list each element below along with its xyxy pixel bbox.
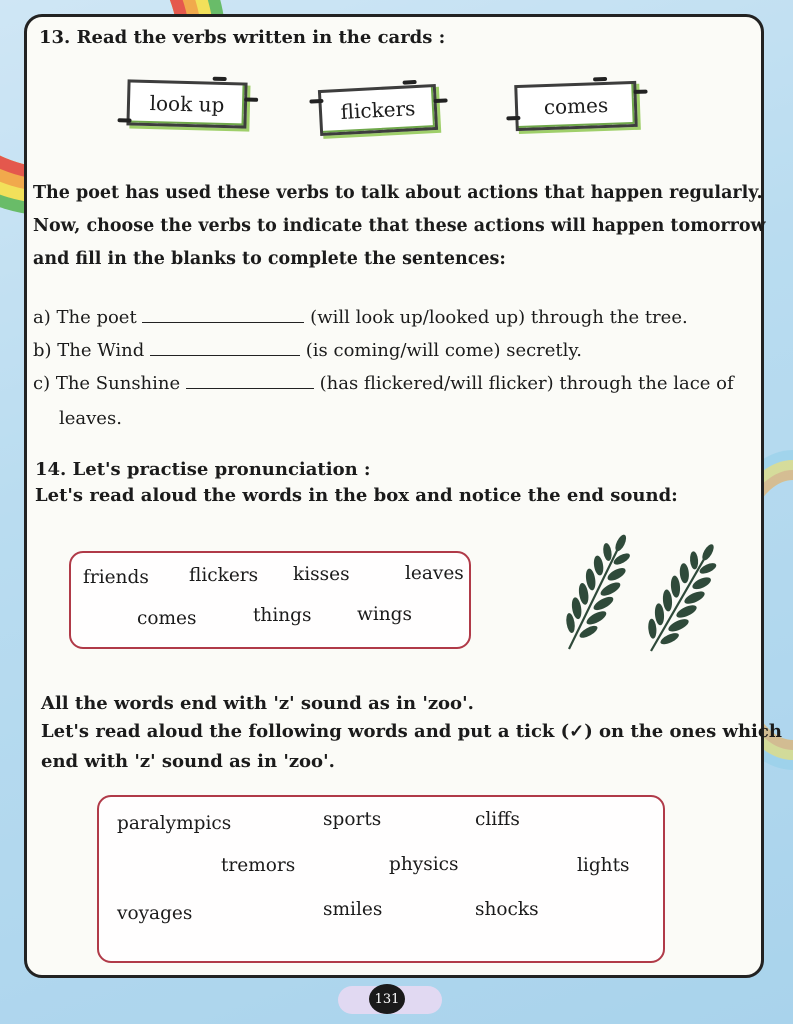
- blank-a[interactable]: [142, 308, 304, 323]
- page-number: 131: [369, 984, 405, 1014]
- q14-note: All the words end with 'z' sound as in 'zoo'.: [41, 693, 474, 714]
- sentence-a: [33, 307, 688, 328]
- blank-c[interactable]: [186, 374, 314, 389]
- sentence-a-options: (will look up/looked up) through the tree.: [310, 307, 688, 328]
- blank-b[interactable]: [150, 341, 300, 356]
- word-item[interactable]: physics: [389, 854, 459, 875]
- word-item: flickers: [189, 565, 259, 586]
- word-box-1: [69, 551, 471, 649]
- q14-subheading: Let's read aloud the words in the box and notice the end sound:: [35, 485, 678, 506]
- word-item: wings: [357, 604, 413, 625]
- worksheet-page: [24, 14, 782, 978]
- q14-instruction-line-1: Let's read aloud the following words and put a tick (✓) on the ones which: [41, 721, 782, 742]
- word-item[interactable]: voyages: [117, 903, 193, 924]
- word-item: comes: [137, 608, 197, 629]
- sentence-c-lead: c) The Sunshine: [33, 373, 181, 394]
- sentence-b-lead: b) The Wind: [33, 340, 145, 361]
- word-item: leaves: [405, 563, 464, 584]
- word-item[interactable]: tremors: [221, 855, 296, 876]
- verb-card-look-up: [126, 79, 247, 128]
- verb-card-flickers: [318, 84, 438, 136]
- q13-heading: 13. Read the verbs written in the cards :: [39, 27, 446, 48]
- q13-instruction-line-1: The poet has used these verbs to talk about actions that happen regularly.: [33, 183, 763, 203]
- word-item[interactable]: cliffs: [475, 809, 520, 830]
- sentence-c-continuation: leaves.: [59, 408, 122, 429]
- q13-instruction-line-2: Now, choose the verbs to indicate that these actions will happen tomorrow: [33, 216, 766, 236]
- sentence-b-options: (is coming/will come) secretly.: [305, 340, 582, 361]
- word-item: kisses: [293, 564, 350, 585]
- leaf-icon: [547, 523, 727, 653]
- card-label: look up: [149, 91, 225, 117]
- word-item[interactable]: sports: [323, 809, 382, 830]
- word-box-2: [97, 795, 665, 963]
- card-label: flickers: [340, 96, 416, 124]
- q13-instruction-line-3: and fill in the blanks to complete the sentences:: [33, 249, 506, 269]
- verb-card-comes: [514, 81, 638, 131]
- q14-heading: 14. Let's practise pronunciation :: [35, 459, 371, 480]
- word-item[interactable]: lights: [577, 855, 630, 876]
- word-item[interactable]: shocks: [475, 899, 539, 920]
- word-item: friends: [83, 567, 149, 588]
- word-item[interactable]: paralympics: [117, 813, 232, 834]
- sentence-b: [33, 340, 582, 361]
- sentence-a-lead: a) The poet: [33, 307, 137, 328]
- word-item[interactable]: smiles: [323, 899, 383, 920]
- sentence-c-options: (has flickered/will flicker) through the lace of: [319, 373, 734, 394]
- sentence-c: [33, 373, 734, 394]
- word-item: things: [253, 605, 312, 626]
- q14-instruction-line-2: end with 'z' sound as in 'zoo'.: [41, 751, 335, 772]
- card-label: comes: [543, 92, 609, 120]
